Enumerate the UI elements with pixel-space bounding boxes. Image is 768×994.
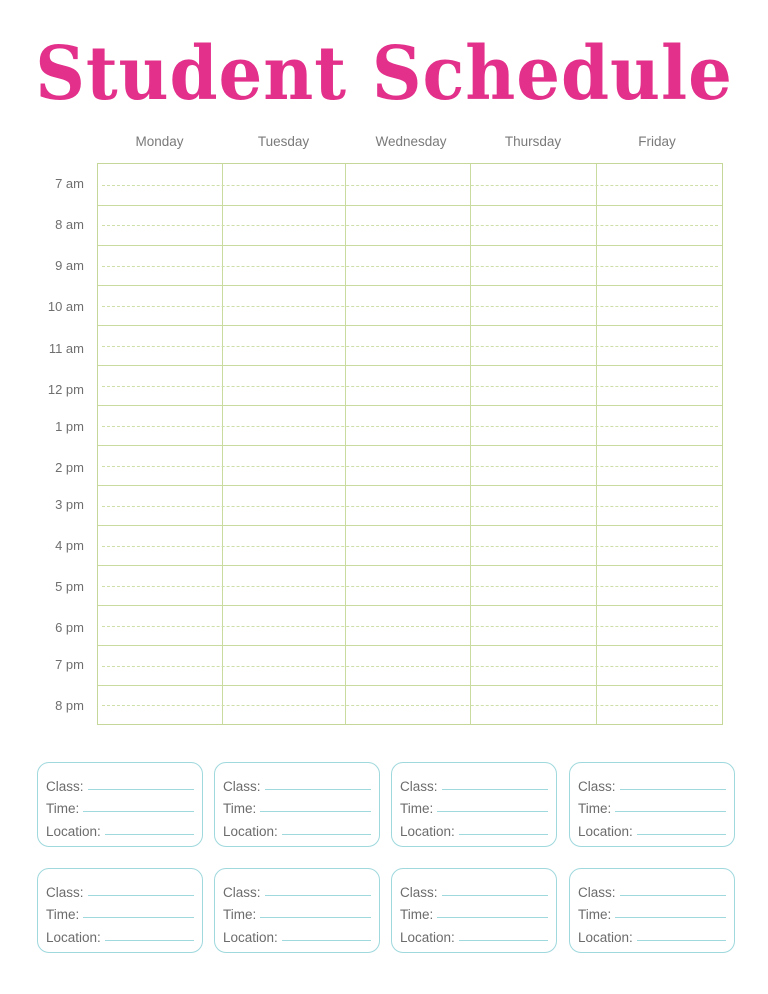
row-divider: [98, 645, 722, 646]
dashed-guide: [102, 466, 718, 467]
class-field[interactable]: [88, 789, 194, 790]
time-label: Time:: [223, 801, 257, 816]
class-label: Class:: [46, 778, 84, 794]
time-field[interactable]: [260, 811, 371, 812]
class-card: [214, 762, 380, 847]
time-field[interactable]: [615, 811, 726, 812]
class-label: Class:: [400, 884, 438, 900]
time-label: 10 am: [47, 299, 84, 314]
time-field[interactable]: [260, 917, 371, 918]
time-label: 8 am: [55, 217, 84, 232]
schedule-grid[interactable]: [97, 163, 723, 725]
dashed-guide: [102, 546, 718, 547]
class-field[interactable]: [442, 895, 548, 896]
time-field[interactable]: [437, 811, 548, 812]
class-label: Class:: [223, 778, 261, 794]
class-card: [37, 868, 203, 953]
row-divider: [98, 525, 722, 526]
time-label: Time:: [400, 907, 434, 922]
time-label: 4 pm: [55, 538, 84, 553]
class-card: [569, 868, 735, 953]
row-divider: [98, 285, 722, 286]
class-card: [391, 868, 557, 953]
class-card: [391, 762, 557, 847]
location-field[interactable]: [105, 834, 194, 835]
time-label: Time:: [578, 907, 612, 922]
column-divider: [345, 164, 346, 724]
class-label: Class:: [46, 884, 84, 900]
time-label: Time:: [578, 801, 612, 816]
location-field[interactable]: [459, 940, 548, 941]
day-header-wednesday: Wednesday: [375, 134, 447, 149]
class-field[interactable]: [620, 789, 726, 790]
dashed-guide: [102, 626, 718, 627]
location-field[interactable]: [105, 940, 194, 941]
time-label: 7 pm: [55, 657, 84, 672]
time-label: Time:: [46, 801, 80, 816]
location-label: Location:: [400, 929, 455, 945]
column-divider: [222, 164, 223, 724]
location-label: Location:: [578, 929, 633, 945]
class-label: Class:: [578, 884, 616, 900]
row-divider: [98, 365, 722, 366]
location-label: Location:: [223, 929, 278, 945]
location-label: Location:: [400, 823, 455, 839]
row-divider: [98, 245, 722, 246]
class-label: Class:: [578, 778, 616, 794]
dashed-guide: [102, 225, 718, 226]
time-field[interactable]: [83, 811, 194, 812]
location-field[interactable]: [459, 834, 548, 835]
row-divider: [98, 205, 722, 206]
time-label: Time:: [46, 907, 80, 922]
class-card: [214, 868, 380, 953]
row-divider: [98, 445, 722, 446]
time-label: 11 am: [48, 341, 84, 356]
column-divider: [470, 164, 471, 724]
class-field[interactable]: [265, 895, 371, 896]
location-label: Location:: [46, 823, 101, 839]
dashed-guide: [102, 705, 718, 706]
day-header-friday: Friday: [638, 134, 676, 149]
time-label: 3 pm: [55, 497, 84, 512]
time-label: Time:: [400, 801, 434, 816]
time-field[interactable]: [83, 917, 194, 918]
row-divider: [98, 605, 722, 606]
day-header-monday: Monday: [135, 134, 184, 149]
dashed-guide: [102, 426, 718, 427]
time-label: Time:: [223, 907, 257, 922]
dashed-guide: [102, 266, 718, 267]
dashed-guide: [102, 386, 718, 387]
time-label: 8 pm: [55, 698, 84, 713]
class-field[interactable]: [620, 895, 726, 896]
time-label: 5 pm: [55, 579, 84, 594]
time-label: 12 pm: [47, 382, 84, 397]
location-label: Location:: [578, 823, 633, 839]
row-divider: [98, 325, 722, 326]
time-label: 7 am: [55, 176, 84, 191]
day-header-thursday: Thursday: [504, 134, 562, 149]
time-label: 9 am: [55, 258, 84, 273]
location-field[interactable]: [637, 834, 726, 835]
dashed-guide: [102, 506, 718, 507]
day-header-tuesday: Tuesday: [257, 134, 310, 149]
class-label: Class:: [223, 884, 261, 900]
class-card: [569, 762, 735, 847]
time-field[interactable]: [437, 917, 548, 918]
location-field[interactable]: [637, 940, 726, 941]
dashed-guide: [102, 185, 718, 186]
time-label: 6 pm: [55, 620, 84, 635]
row-divider: [98, 485, 722, 486]
class-card: [37, 762, 203, 847]
dashed-guide: [102, 346, 718, 347]
class-field[interactable]: [265, 789, 371, 790]
dashed-guide: [102, 306, 718, 307]
row-divider: [98, 405, 722, 406]
time-label: 2 pm: [55, 460, 84, 475]
class-field[interactable]: [88, 895, 194, 896]
location-label: Location:: [46, 929, 101, 945]
location-field[interactable]: [282, 940, 371, 941]
time-label: 1 pm: [55, 419, 84, 434]
location-field[interactable]: [282, 834, 371, 835]
class-field[interactable]: [442, 789, 548, 790]
row-divider: [98, 685, 722, 686]
column-divider: [596, 164, 597, 724]
dashed-guide: [102, 666, 718, 667]
class-label: Class:: [400, 778, 438, 794]
page-title: Student Schedule: [35, 31, 733, 117]
row-divider: [98, 565, 722, 566]
dashed-guide: [102, 586, 718, 587]
time-field[interactable]: [615, 917, 726, 918]
location-label: Location:: [223, 823, 278, 839]
